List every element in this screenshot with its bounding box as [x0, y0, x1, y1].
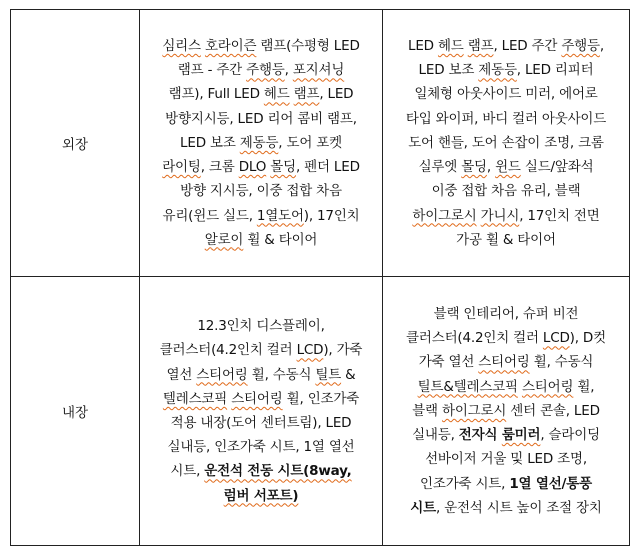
text-line: 가공 휠 & 타이어: [456, 231, 556, 248]
text-line: 램프 - 주간 주행등, 포지셔닝: [177, 62, 345, 79]
exterior-spec-cell-1: [140, 10, 383, 277]
text-line: 열선 스티어링 휠, 수동식 틸트 &: [166, 366, 356, 383]
text-line: 텔레스코픽 스티어링 휠, 인조가죽: [162, 390, 360, 407]
text-line: 일체형 아웃사이드 미러, 에어로: [414, 86, 598, 103]
text-line: 도어 핸들, 도어 손잡이 조명, 크롬: [408, 134, 604, 151]
spec-table: [10, 9, 630, 546]
text-line: LED 보조 제동등, LED 리피터: [418, 62, 594, 79]
text-line: LED 보조 제동등, 도어 포켓: [180, 134, 342, 151]
exterior-spec-cell-2: [383, 10, 630, 277]
text-line: 램프), Full LED 헤드 램프, LED: [168, 86, 354, 103]
interior-spec-cell-1: [140, 277, 383, 546]
text-line: 클러스터(4.2인치 컬러 LCD), D컷: [406, 330, 606, 347]
text-line: 12.3인치 디스플레이,: [197, 318, 325, 335]
row-label-exterior: 외장: [11, 10, 140, 277]
text-line: 방향 지시등, 이중 접합 차음: [180, 183, 342, 200]
text-line: 가죽 열선 스티어링 휠, 수동식: [418, 354, 594, 371]
text-line: 알로이 휠 & 타이어: [204, 231, 318, 248]
text-line: 적용 내장(도어 센터트림), LED: [170, 415, 352, 431]
text-line: 라이팅, 크롬 DLO 몰딩, 펜더 LED: [162, 159, 360, 176]
text-line: 심리스 호라이즌 램프(수평형 LED: [162, 38, 360, 55]
text-line: 틸트&텔레스코픽 스티어링 휠,: [417, 378, 595, 395]
text-line: 실내등, 전자식 룸미러, 슬라이딩: [412, 427, 600, 444]
text-line: 이중 접합 차음 유리, 블랙: [431, 183, 581, 200]
text-line: 실내등, 인조가죽 시트, 1열 열선: [167, 439, 355, 456]
text-line: 럼버 서포트): [223, 487, 299, 504]
row-label-interior: 내장: [11, 277, 140, 546]
text-line: 타입 와이퍼, 바디 컬러 아웃사이드: [405, 110, 607, 127]
text-line: 시트, 운전석 시트 높이 조절 장치: [410, 499, 602, 516]
text-line: 선바이저 거울 및 LED 조명,: [425, 451, 587, 468]
text-line: LED 헤드 램프, LED 주간 주행등,: [408, 38, 604, 55]
text-line: 블랙 하이그로시 센터 콘솔, LED: [412, 402, 600, 419]
text-line: 시트, 운전석 전동 시트(8way,: [170, 463, 352, 480]
text-line: 하이그로시 가니시, 17인치 전면: [412, 207, 600, 224]
text-line: 인조가죽 시트, 1열 열선/통풍: [420, 475, 592, 492]
table-row-interior: [11, 277, 630, 546]
interior-spec-cell-2: [383, 277, 630, 546]
text-line: 방향지시등, LED 리어 콤비 램프,: [165, 110, 357, 127]
text-line: 블랙 인테리어, 슈퍼 비전: [433, 306, 579, 323]
text-line: 클러스터(4.2인치 컬러 LCD), 가죽: [159, 342, 363, 359]
text-line: 유리(윈드 실드, 1열도어), 17인치: [162, 207, 360, 224]
text-line: 실루엣 몰딩, 윈드 실드/앞좌석: [418, 159, 594, 176]
table-row-exterior: [11, 10, 630, 277]
